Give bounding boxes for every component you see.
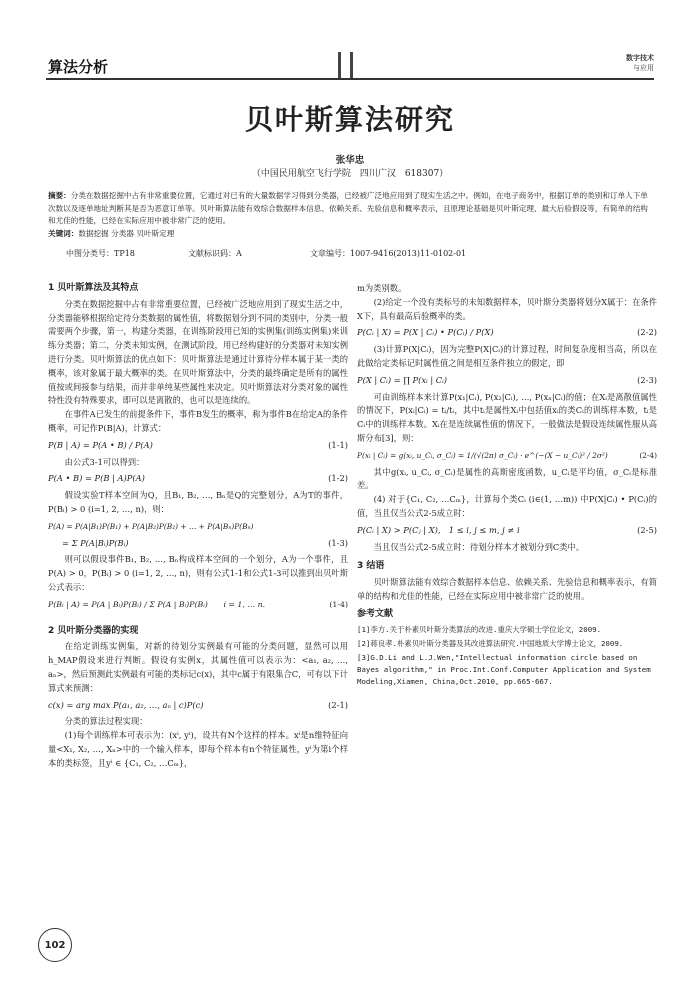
article-number: 文章编号：1007-9416(2013)11-0102-01 bbox=[310, 249, 467, 258]
paragraph: 分类在数据挖掘中占有非常重要位置，已经被广泛地应用到了现实生活之中，分类器能够根据给定待分类数据的属性值，将数据划分到不同的类别中，分类一般需要两个步骤，第一，构建分类器，在训练阶段用已知的实例集(训练实例集)来训练分类器；第二，分类未知实例，在测试阶段，用已经构建好的分类器对未知实例进行分类。贝叶斯算法的优点如下：贝叶斯算法是通过计算待分样本属于某一类的概率，该对象属于最大概率的类。在贝叶斯算法中，分类的最终确定是所有的属性值按或间接参与结果，而并非单纯某些属性来决定。贝叶斯算法对分类对象的属性特性没有特殊要求，即可以是离散的，也可以是连续的。 bbox=[48, 298, 348, 406]
keywords-label: 关键词： bbox=[48, 228, 79, 238]
section-label: 算法分析 bbox=[48, 58, 109, 76]
left-column bbox=[48, 282, 348, 771]
equation-body: P(B | A) = P(A • B) / P(A) bbox=[48, 439, 153, 450]
header-rule bbox=[46, 78, 654, 80]
equation-body: P(xᵢ | Cᵢ) = g(xᵢ, u_Cᵢ, σ_Cᵢ) = 1/(√(2π) σ_Cᵢ) · e^(−(X − u_Cᵢ)² / 2σ²) bbox=[357, 450, 608, 460]
equation bbox=[357, 326, 657, 340]
header-divider-mark bbox=[338, 52, 341, 78]
equation-number: (2-1) bbox=[328, 699, 348, 710]
paper-title: 贝叶斯算法研究 bbox=[244, 103, 455, 136]
equation bbox=[357, 374, 657, 388]
reference-item: [2]蒋良孝.朴素贝叶斯分类器及其改进算法研究.中国地质大学博士论文，2009. bbox=[357, 638, 624, 648]
header-divider-mark bbox=[350, 52, 353, 78]
paragraph: 贝叶斯算法能有效综合数据样本信息、依赖关系、先验信息和概率表示，有简单的结构和尤佳的性能，已经在实际应用中被非常广泛的使用。 bbox=[357, 577, 657, 601]
abstract bbox=[48, 190, 654, 240]
paragraph: (1)每个训练样本可表示为：(xⁱ, yⁱ)，设共有N个这样的样本。xⁱ是n维特征向量<X₁, X₂, …, Xₙ>中的一个输入样本，即每个样本有n个特征属性，yⁱ为第i个样本的类标签，且yⁱ ∈ {C₁, C₂, …Cₘ}， bbox=[48, 730, 348, 768]
equation-body: P(Bᵢ | A) = P(A | Bᵢ)P(Bᵢ) / Σ P(A | Bᵢ)P(Bᵢ) i = 1, … n. bbox=[48, 599, 266, 609]
paragraph: 分类的算法过程实现： bbox=[64, 716, 148, 727]
references-heading: 参考文献 bbox=[357, 608, 394, 619]
equation-body: P(Cᵢ | X) > P(Cⱼ | X), 1 ≤ i, j ≤ m, j ≠ i bbox=[357, 524, 520, 535]
paragraph: (2)给定一个没有类标号的未知数据样本，贝叶斯分类器将划分X属于：在条件X下，具有最高后验概率的类。 bbox=[357, 296, 657, 321]
keywords: 数据挖掘 分类器 贝叶斯定理 bbox=[78, 228, 175, 238]
paragraph: 在给定训练实例集，对新的待划分实例最有可能的分类问题，显然可以用h_MAP假设来进行判断。假设有实例x，其属性值可以表示为：<a₁, a₂, …, aₙ>，然后预测此实例最有可能的类标记c(x)，其中c属于有限集合C，可有以下计算式来预测： bbox=[48, 641, 348, 693]
paragraph: 假设实验T样本空间为Q，且B₁, B₂, …, Bₙ是Q的完整划分，A为T的事件，P(Bᵢ) > 0 (i=1, 2, …, n)，则： bbox=[48, 490, 348, 514]
paragraph: (3)计算P(X|Cᵢ)，因为完整P(X|Cᵢ)的计算过程，时间复杂度相当高，所以在此做给定类标记时属性值之间是相互条件独立的假定，即 bbox=[357, 344, 657, 368]
equation-body: P(X | Cᵢ) = ∏ P(xᵢ | Cᵢ) bbox=[357, 374, 448, 385]
paragraph: m为类别数。 bbox=[357, 283, 407, 293]
equation-body: P(Cᵢ | X) = P(X | Cᵢ) • P(Cᵢ) / P(X) bbox=[357, 327, 494, 338]
paragraph: (4) 对于{C₁, C₂, …Cₘ}，计算每个类Cᵢ (i∈(1, …m)) 中P(X|Cᵢ) • P(Cᵢ)的值，当且仅当公式2-5成立时： bbox=[357, 494, 657, 518]
reference-list bbox=[357, 624, 657, 688]
equation bbox=[357, 524, 657, 538]
abstract-label: 摘要： bbox=[48, 191, 71, 200]
paragraph: 则可以假设事件B₁, B₂, …, Bₙ构成样本空间的一个划分，A为一个事件，且P(A) > 0，P(Bᵢ) > 0 (i=1, 2, …, n)，则有公式1-1和公式1-3可以推到出贝叶斯公式表示： bbox=[48, 554, 348, 592]
equation-number: (2-3) bbox=[637, 374, 657, 385]
affiliation: （中国民用航空飞行学院 四川广汉 618307） bbox=[251, 169, 449, 179]
equation-body: P(A • B) = P(B | A)P(A) bbox=[48, 473, 145, 484]
equation bbox=[48, 520, 348, 534]
document-code: 文献标识码：A bbox=[188, 249, 242, 258]
equation bbox=[48, 439, 348, 453]
equation bbox=[48, 472, 348, 486]
paragraph: 由公式3-1可以得到： bbox=[64, 456, 145, 467]
equation bbox=[48, 699, 348, 713]
equation bbox=[357, 449, 657, 463]
page-number-badge: 102 bbox=[38, 928, 72, 962]
paragraph: 其中g(xᵢ, u_Cᵢ, σ_Cᵢ)是属性的高斯密度函数，u_Cᵢ是平均值，σ_Cᵢ是标准差。 bbox=[357, 466, 657, 491]
paragraph: 当且仅当公式2-5成立时：待划分样本才被划分到C类中。 bbox=[373, 541, 585, 552]
equation-body: c(x) = arg max P(a₁, a₂, …, aₙ | c)P(c) bbox=[48, 699, 204, 710]
abstract-text: 分类在数据挖掘中占有非常重要位置，它通过对已有的大量数据学习得到分类器，已经被广泛地应用到了现实生活之中。例如，在电子商务中，根据订单的类别和订单人下单次数以及逐单地址判断其是否为恶意订单等。贝叶斯算法能有效综合数据样本信息、依赖关系、先验信息和概率表示，且原理论基础是贝叶斯定理、最大后验假设等，有简单的结构和尤佳的性能，已经在实际应用中被非常广泛的使用。 bbox=[48, 191, 648, 225]
reference-item: [1]李方.关于朴素贝叶斯分类算法的改进.重庆大学硕士学位论文，2009. bbox=[357, 624, 602, 634]
equation-number: (2-4) bbox=[639, 450, 657, 460]
section-heading: 2 贝叶斯分类器的实现 bbox=[48, 625, 139, 636]
author: 张华忠 bbox=[335, 155, 365, 166]
equation-number: (1-2) bbox=[328, 473, 348, 484]
equation-number: (2-2) bbox=[637, 327, 657, 338]
right-column bbox=[357, 282, 657, 690]
equation-number: (2-5) bbox=[637, 524, 657, 535]
equation-body: = Σ P(A|Bᵢ)P(Bᵢ) bbox=[62, 537, 129, 548]
section-heading: 1 贝叶斯算法及其特点 bbox=[48, 283, 139, 293]
section-heading: 3 结语 bbox=[357, 561, 385, 572]
equation bbox=[48, 537, 348, 551]
paragraph: 在事件A已发生的前提条件下，事件B发生的概率，称为事件B在给定A的条件概率，可记作P(B|A)，计算式： bbox=[48, 409, 348, 433]
reference-item: [3]G.D.Li and L.J.Wen,"Intellectual information circle based on Bayes algorithm," in Proc.Int.Conf.Computer Application and System Modeling,Xiamen, China,Oct.2010, pp.665-667. bbox=[357, 652, 651, 686]
equation bbox=[48, 598, 348, 612]
clc-number: 中图分类号：TP18 bbox=[66, 249, 135, 258]
journal-name-line2: 与应用 bbox=[633, 64, 654, 72]
equation-number: (1-3) bbox=[328, 537, 348, 548]
journal-name-line1: 数字技术 bbox=[626, 53, 654, 62]
paragraph: 可由训练样本来计算P(x₁|Cᵢ), P(x₂|Cᵢ), …, P(xₙ|Cᵢ)的值；在Xᵢ是离散值属性的情况下，P(xᵢ|Cᵢ) = tᵢ/tᵢ，其中tᵢ是属性Xᵢ中包括值xᵢ的类Cᵢ的训练样本数，tᵢ是Cᵢ中的训练样本数。Xᵢ在是连续属性值的情况下，一般做法是假设连续属性服从高斯分布[3]，则： bbox=[357, 391, 657, 443]
journal-logo bbox=[606, 52, 654, 78]
equation-body: P(A) = P(A|B₁)P(B₁) + P(A|B₂)P(B₂) + … + P(A|Bₙ)P(Bₙ) bbox=[48, 521, 254, 531]
equation-number: (1-1) bbox=[328, 439, 348, 450]
equation-number: (1-4) bbox=[329, 599, 348, 609]
